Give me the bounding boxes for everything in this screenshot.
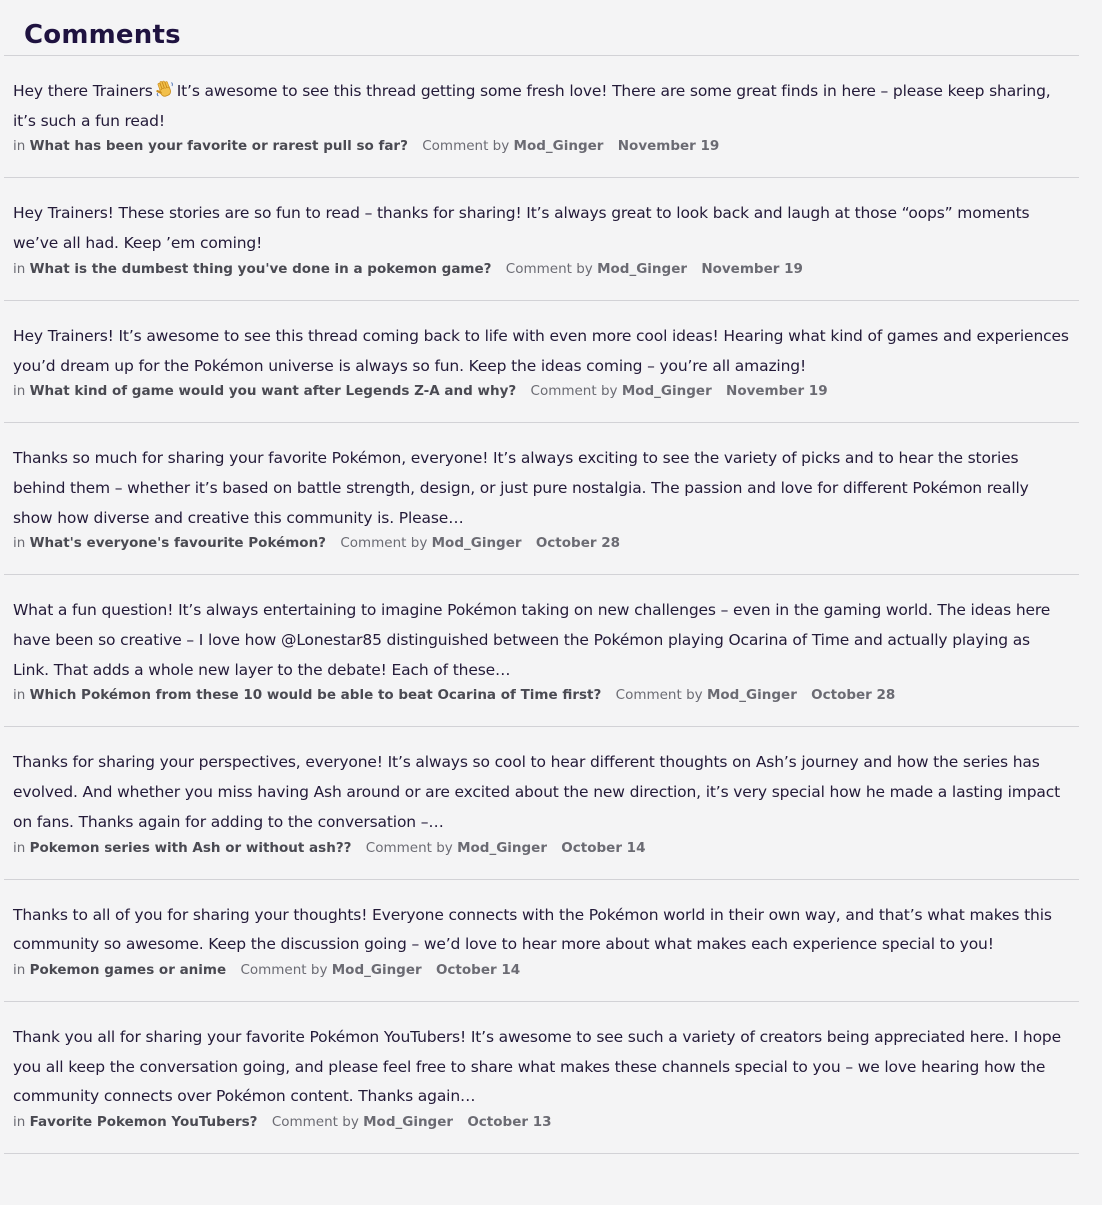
thread-link[interactable]: What kind of game would you want after Legends Z-A and why? <box>29 383 517 400</box>
thread-link[interactable]: What is the dumbest thing you've done in a pokemon game? <box>29 260 492 277</box>
comment-date: October 13 <box>467 1114 552 1131</box>
in-label: in <box>13 839 26 856</box>
comment-item <box>4 880 1079 1002</box>
comment-meta <box>13 838 1069 858</box>
thread-link[interactable]: Favorite Pokemon YouTubers? <box>29 1114 258 1131</box>
author-link[interactable]: Mod_Ginger <box>621 383 712 400</box>
comment-text: What a fun question! It’s always entertaining to imagine Pokémon taking on new challenges – even in the gaming world. The ideas here have been so creative – I love how @Lonestar85 distinguished between the Pokémon playing Ocarina of Time and actually playing as Link. That adds a whole new layer to the debate! Each of these… <box>13 601 1051 679</box>
thread-link[interactable]: Pokemon games or anime <box>29 961 227 978</box>
comment-by-label: Comment by <box>615 687 703 704</box>
in-label: in <box>13 1114 26 1131</box>
comment-by-label: Comment by <box>340 535 428 552</box>
in-label: in <box>13 138 26 155</box>
comment-text-intro: Hey there Trainers <box>13 82 153 100</box>
in-label: in <box>13 383 26 400</box>
comment-list <box>4 55 1079 1154</box>
comment-text: Thank you all for sharing your favorite Pokémon YouTubers! It’s awesome to see such a variety of creators being appreciated here. I hope you all keep the conversation going, and please feel free to share what makes these channels special to you – we love hearing how the community connects over Pokémon content. Thanks again… <box>13 1027 1061 1106</box>
comment-by-label: Comment by <box>240 961 328 978</box>
comment-item <box>4 178 1079 300</box>
comment-date: October 14 <box>435 961 521 978</box>
comment-date: October 28 <box>535 535 620 552</box>
comment-meta <box>13 960 1069 980</box>
comment-item <box>4 301 1079 423</box>
author-link[interactable]: Mod_Ginger <box>457 839 547 856</box>
author-link[interactable]: Mod_Ginger <box>597 260 688 277</box>
thread-link[interactable]: What has been your favorite or rarest pull so far? <box>29 138 408 155</box>
comment-by-label: Comment by <box>422 138 510 155</box>
comment-text: Thanks so much for sharing your favorite Pokémon, everyone! It’s always exciting to see the variety of picks and to hear the stories behind them – whether it’s based on battle strength, design, or just pure nostalgia. The passion and love for different Pokémon really show how diverse and creative this community is. Please… <box>13 449 1029 527</box>
comment-meta <box>13 136 1069 156</box>
in-label: in <box>13 535 26 552</box>
author-link[interactable]: Mod_Ginger <box>331 961 422 978</box>
comment-date: October 14 <box>561 839 646 856</box>
comment-text: Thanks for sharing your perspectives, everyone! It’s always so cool to hear different thoughts on Ash’s journey and how the series has evolved. And whether you miss having Ash around or are excited about the new direction, it’s very special how he made a lasting impact on fans. Thanks again for adding to the conversation –… <box>13 753 1061 831</box>
comment-item <box>4 1002 1079 1154</box>
comment-meta <box>13 533 1069 553</box>
comment-text: It’s awesome to see this thread getting some fresh love! There are some great finds in here – please keep sharing, it’s such a fun read! <box>13 82 1051 130</box>
comment-by-label: Comment by <box>271 1114 359 1131</box>
comment-body <box>13 77 1069 136</box>
author-link[interactable]: Mod_Ginger <box>513 138 604 155</box>
comment-item <box>4 423 1079 575</box>
comment-date: November 19 <box>701 260 803 277</box>
page-title: Comments <box>24 20 181 50</box>
comment-date: November 19 <box>617 138 720 155</box>
author-link[interactable]: Mod_Ginger <box>706 687 797 704</box>
comment-date: November 19 <box>726 383 828 400</box>
comment-item <box>4 727 1079 879</box>
author-link[interactable]: Mod_Ginger <box>431 535 522 552</box>
comment-text: Hey Trainers! It’s awesome to see this thread coming back to life with even more cool ideas! Hearing what kind of games and experiences you’d dream up for the Pokémon universe is always so fun. Keep the ideas coming – you’re all amazing! <box>13 326 1069 375</box>
author-link[interactable]: Mod_Ginger <box>363 1114 454 1131</box>
in-label: in <box>13 961 26 978</box>
thread-link[interactable]: Which Pokémon from these 10 would be able to beat Ocarina of Time first? <box>29 687 602 704</box>
comment-by-label: Comment by <box>505 260 593 277</box>
waving-hand-icon <box>155 79 175 99</box>
comment-item <box>4 575 1079 727</box>
comment-meta <box>13 685 1069 705</box>
comment-date: October 28 <box>811 687 896 704</box>
comment-by-label: Comment by <box>530 383 618 400</box>
comment-item <box>4 56 1079 178</box>
in-label: in <box>13 260 26 277</box>
in-label: in <box>13 687 26 704</box>
thread-link[interactable]: What's everyone's favourite Pokémon? <box>29 535 327 552</box>
comment-meta <box>13 1112 1069 1132</box>
comment-meta <box>13 381 1069 401</box>
comment-text: Thanks to all of you for sharing your thoughts! Everyone connects with the Pokémon world in their own way, and that’s what makes this community so awesome. Keep the discussion going – we’d love to hear more about what makes each experience special to you! <box>13 905 1052 954</box>
comment-text: Hey Trainers! These stories are so fun to read – thanks for sharing! It’s always great to look back and laugh at those “oops” moments we’ve all had. Keep ’em coming! <box>13 204 1030 253</box>
comment-by-label: Comment by <box>365 839 453 856</box>
thread-link[interactable]: Pokemon series with Ash or without ash?? <box>29 839 352 856</box>
comment-meta <box>13 259 1069 279</box>
